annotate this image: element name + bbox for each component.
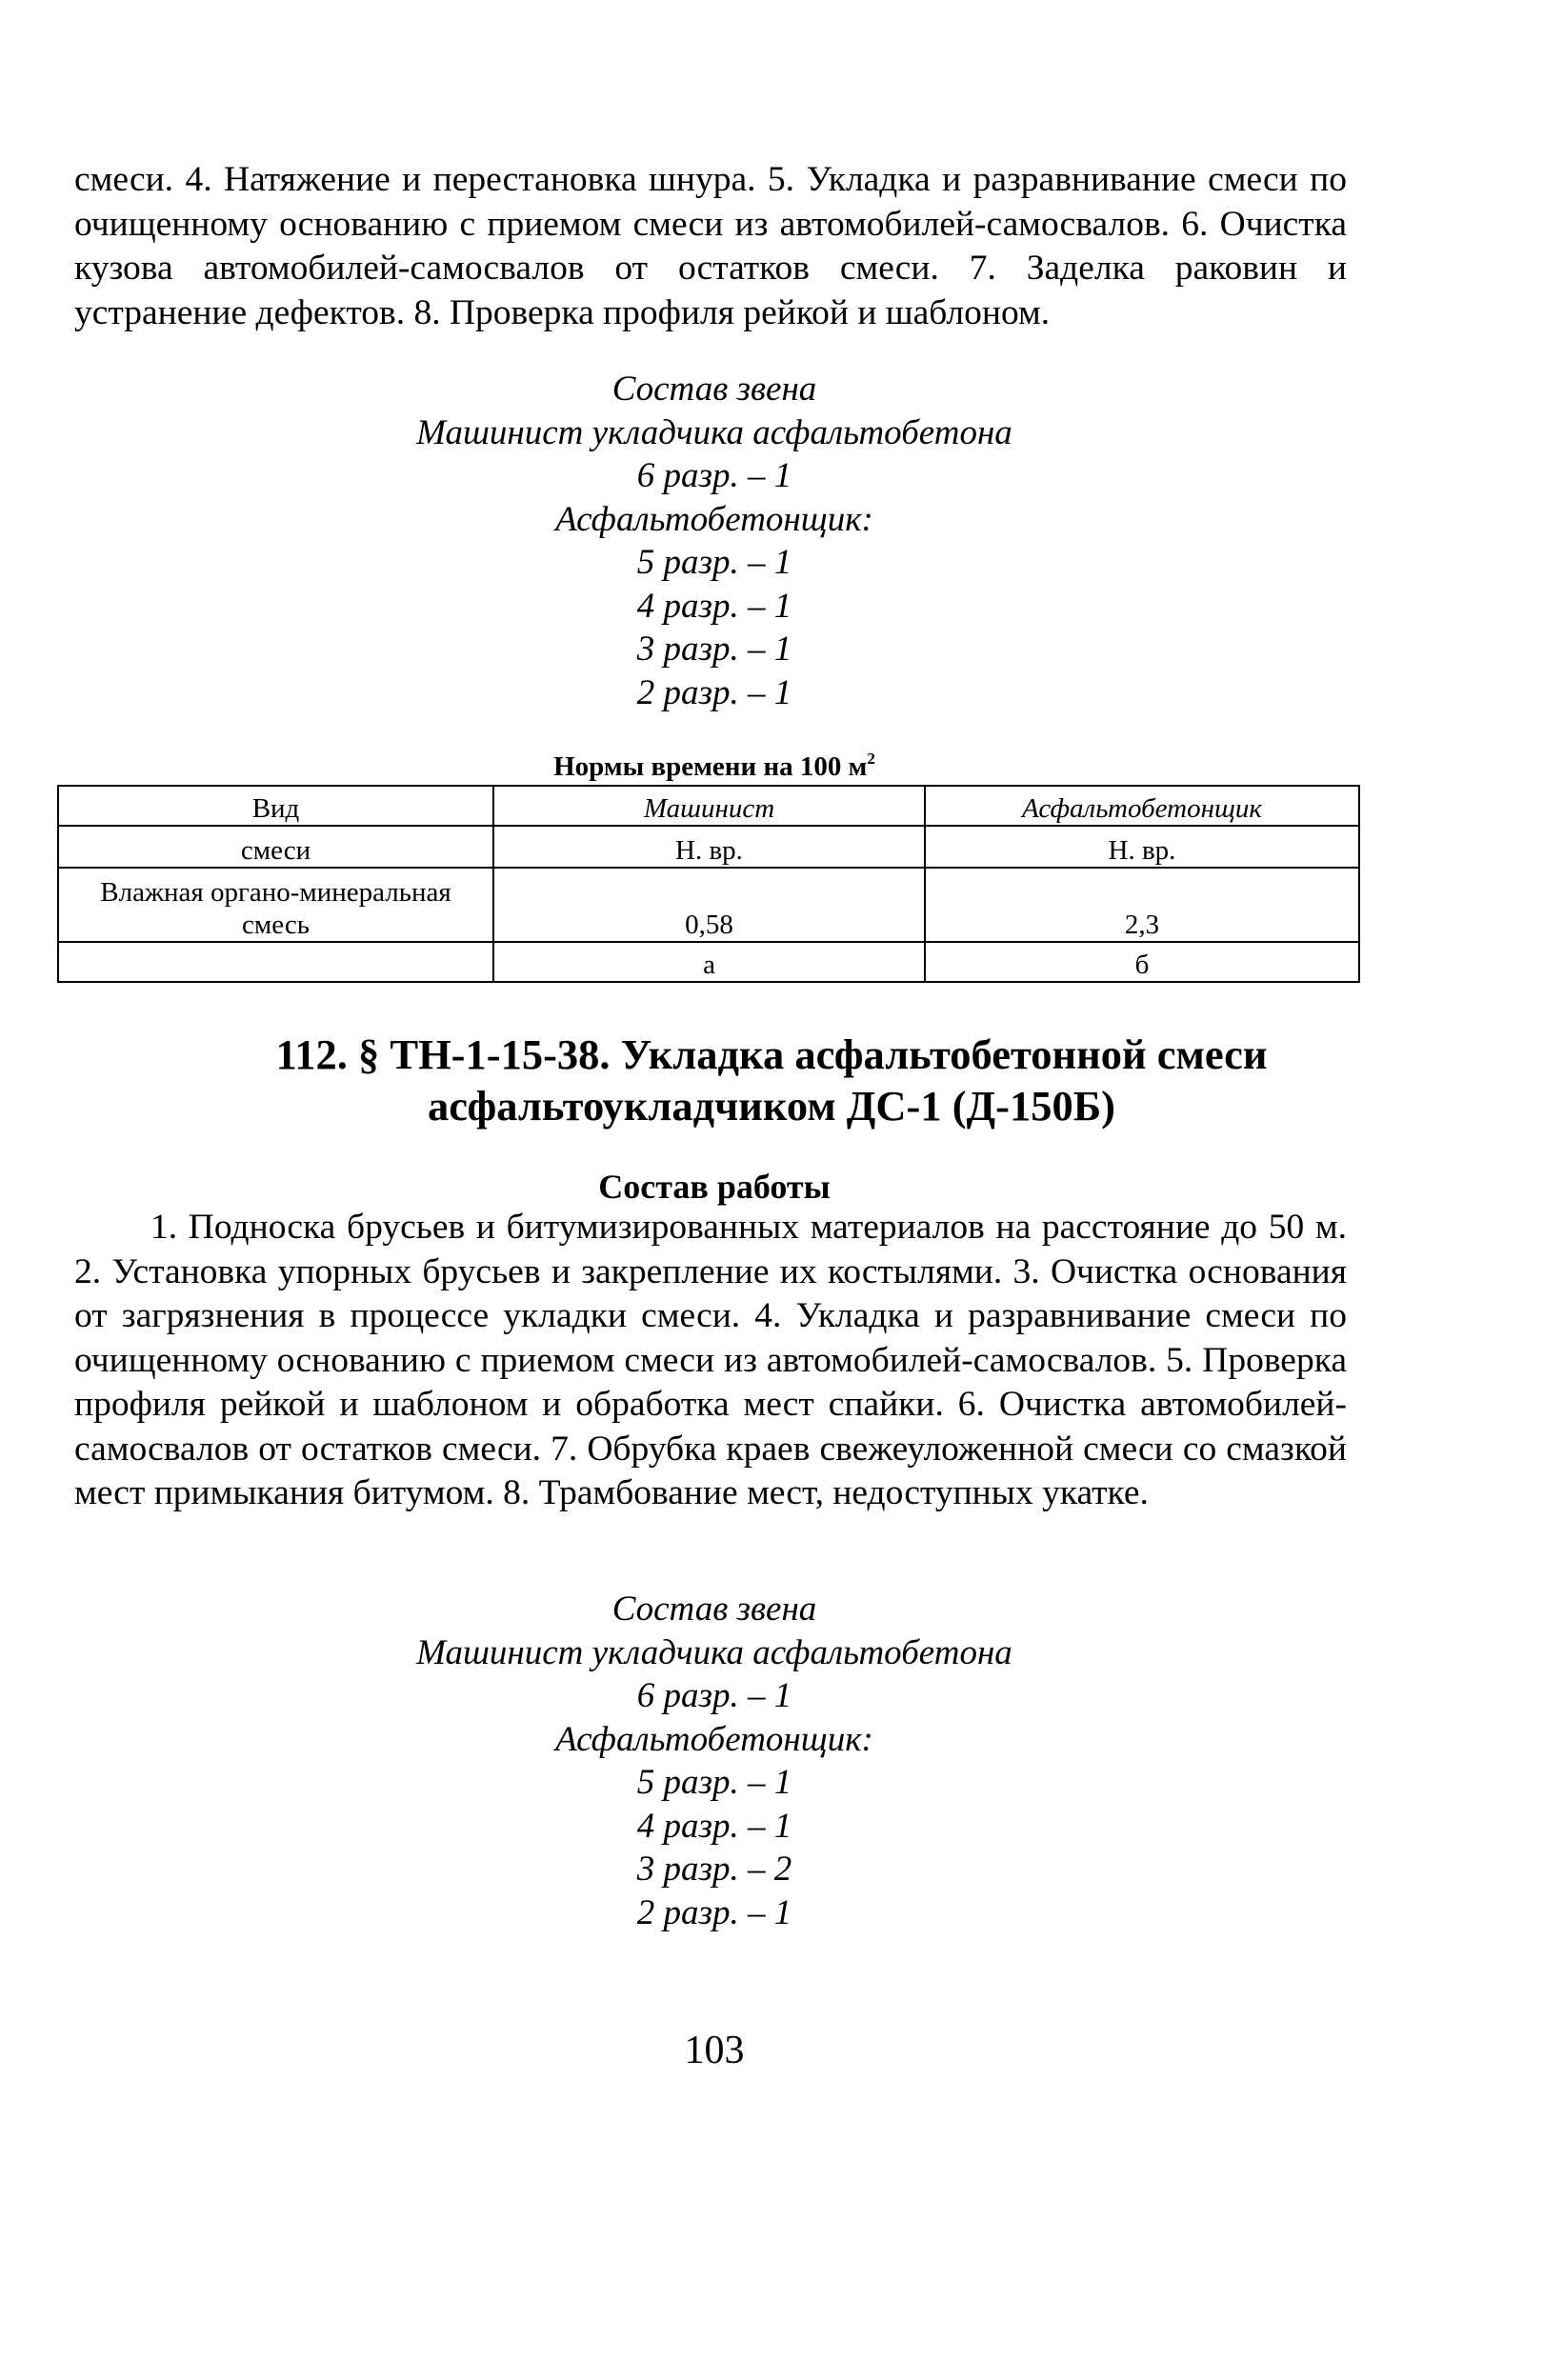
crew-line: Асфальтобетонщик: [555, 499, 873, 539]
crew-line: 5 разр. – 1 [636, 543, 792, 582]
row-name-line: смесь [242, 910, 310, 940]
crew-line: 6 разр. – 1 [636, 456, 792, 495]
section-title [0, 1029, 1543, 1131]
crew-composition-2 [0, 1588, 1429, 1934]
table-index-row [58, 942, 1359, 982]
table-cell [58, 868, 493, 942]
table-cell [58, 942, 493, 982]
crew-line: 5 разр. – 1 [636, 1763, 792, 1802]
crew-line: 6 разр. – 1 [636, 1676, 792, 1715]
norms-caption [0, 750, 1429, 784]
section-title-line: 112. § ТН-1-15-38. Укладка асфальтобетонной смеси [275, 1030, 1268, 1078]
crew-heading: Состав звена [611, 1590, 817, 1629]
norms-table [57, 785, 1360, 983]
crew-line: 2 разр. – 1 [636, 1892, 792, 1932]
header-cell: смеси [58, 826, 493, 868]
work-heading: Состав работы [598, 1168, 831, 1206]
section-title-line: асфальтоукладчиком ДС-1 (Д-150Б) [428, 1082, 1115, 1130]
crew-line: 4 разр. – 1 [636, 1806, 792, 1846]
top-paragraph: смеси. 4. Натяжение и перестановка шнура. 5. Укладка и разравнивание смеси по очищенному основанию с приемом смеси из автомобилей-самосвалов. 6. Очистка кузова автомобилей-самосвалов от остатков смеси. 7. Заделка раковин и устранение дефектов. 8. Проверка профиля рейкой и шаблоном. [74, 160, 1347, 332]
crew-line: 4 разр. – 1 [636, 586, 792, 626]
crew-line: 2 разр. – 1 [636, 672, 792, 712]
table-cell: 2,3 [925, 868, 1359, 942]
crew-composition-1 [0, 368, 1429, 714]
page-number: 103 [684, 2029, 745, 2072]
table-subheader-row [58, 826, 1359, 868]
crew-line: Машинист укладчика асфальтобетона [416, 1632, 1012, 1672]
norms-caption-superscript: 2 [867, 750, 875, 768]
table-row [58, 868, 1359, 942]
crew-line: 3 разр. – 2 [636, 1850, 792, 1889]
crew-line: 3 разр. – 1 [636, 630, 792, 669]
row-name-line: Влажная органо-минеральная [100, 877, 451, 908]
header-cell: Асфальтобетонщик [925, 786, 1359, 826]
crew-heading: Состав звена [611, 370, 817, 409]
norms-caption-text: Нормы времени на 100 м [553, 751, 868, 782]
crew-line: Асфальтобетонщик: [555, 1719, 873, 1759]
work-paragraph: 1. Подноска брусьев и битумизированных материалов на расстояние до 50 м. 2. Установка упорных брусьев и закрепление их костылями. 3. Очистка основания от загрязнения в процессе укладки смеси. 4. Укладка и разравнивание смеси по очищенному основанию с приемом смеси из автомобилей-самосвалов. 5. Проверка профиля рейкой и шаблоном и обработка мест спайки. 6. Очистка автомобилей-самосвалов от остатков смеси. 7. Обрубка краев свежеуложенной смеси со смазкой мест примыкания битумом. 8. Трамбование мест, недоступных укатке. [74, 1208, 1347, 1512]
table-cell: а [493, 942, 925, 982]
header-cell: Машинист [493, 786, 925, 826]
table-header-row [58, 786, 1359, 826]
header-cell: Н. вр. [493, 826, 925, 868]
header-cell: Н. вр. [925, 826, 1359, 868]
table-cell: б [925, 942, 1359, 982]
table-cell: 0,58 [493, 868, 925, 942]
header-cell: Вид [58, 786, 493, 826]
crew-line: Машинист укладчика асфальтобетона [416, 412, 1012, 452]
